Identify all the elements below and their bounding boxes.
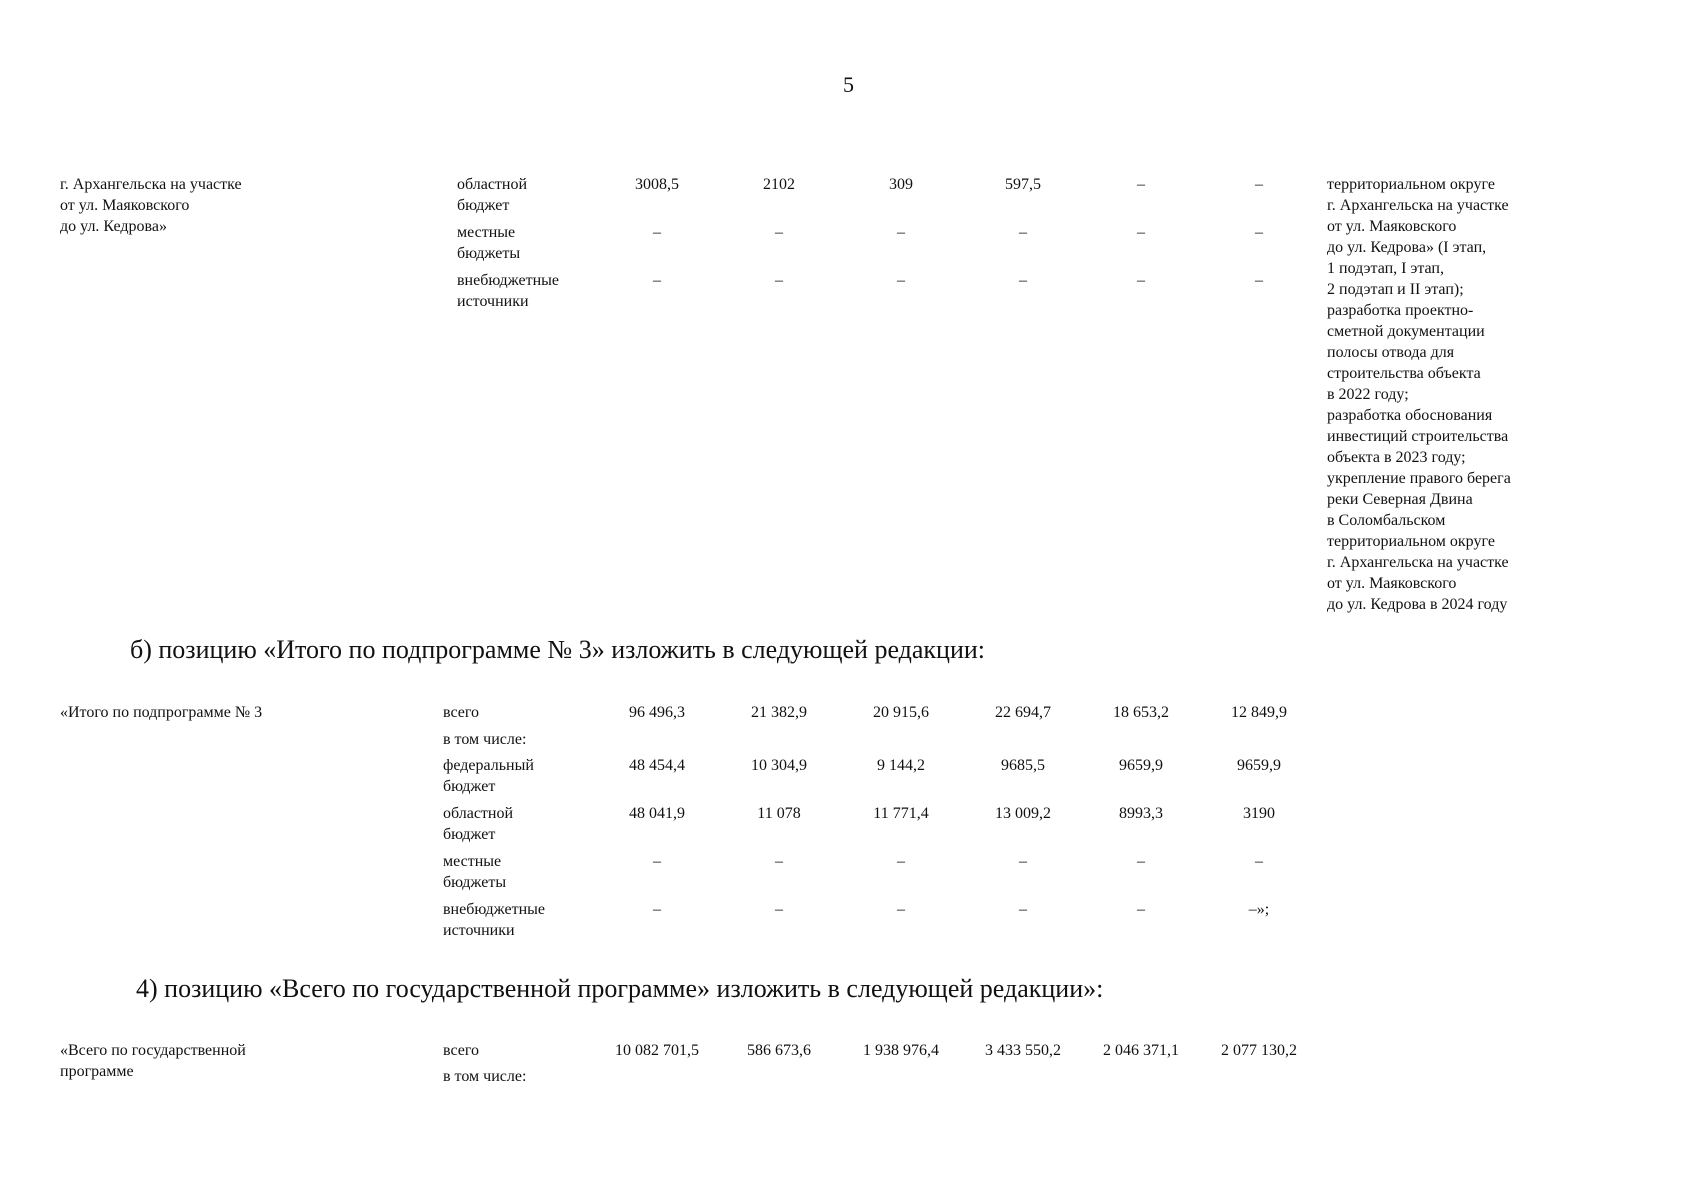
result-line: в Соломбальском xyxy=(1327,512,1446,529)
result-line: строительства объекта xyxy=(1327,365,1481,382)
value-cell: 1 938 976,4 xyxy=(863,1042,939,1059)
result-line: полосы отвода для xyxy=(1327,344,1455,361)
name-line: до ул. Кедрова» xyxy=(60,218,167,235)
source-label: бюджет xyxy=(443,826,496,843)
result-line: в 2022 году; xyxy=(1327,386,1409,403)
result-line: объекта в 2023 году; xyxy=(1327,449,1466,466)
result-line: укрепление правого берега xyxy=(1327,470,1511,487)
source-label: местные xyxy=(443,853,502,870)
heading-4: 4) позицию «Всего по государственной программе» изложить в следующей редакции»: xyxy=(136,974,1104,1003)
result-line: от ул. Маяковского xyxy=(1327,575,1457,592)
name-line: программе xyxy=(60,1063,134,1080)
value-cell: 13 009,2 xyxy=(995,805,1051,822)
value-cell: – xyxy=(1255,224,1263,241)
value-cell: – xyxy=(653,901,661,918)
value-cell: – xyxy=(775,901,783,918)
value-cell: 9685,5 xyxy=(1001,757,1045,774)
value-cell: 12 849,9 xyxy=(1231,704,1287,721)
heading-b: б) позицию «Итого по подпрограмме № 3» изложить в следующей редакции: xyxy=(130,635,986,664)
source-label: бюджет xyxy=(443,778,496,795)
result-line: г. Архангельска на участке xyxy=(1327,197,1509,214)
value-cell: – xyxy=(653,272,661,289)
result-line: 2 подэтап и II этап); xyxy=(1327,281,1464,298)
value-cell: – xyxy=(1255,176,1263,193)
value-cell: 3008,5 xyxy=(635,176,679,193)
source-label: местные xyxy=(457,224,516,241)
value-cell: – xyxy=(1137,853,1145,870)
value-cell: 20 915,6 xyxy=(873,704,929,721)
value-cell: 2 046 371,1 xyxy=(1103,1042,1179,1059)
source-label: федеральный xyxy=(443,757,534,774)
value-cell: – xyxy=(1019,224,1027,241)
value-cell: – xyxy=(775,853,783,870)
value-cell: – xyxy=(653,224,661,241)
value-cell: – xyxy=(1019,853,1027,870)
value-cell: 18 653,2 xyxy=(1113,704,1169,721)
value-cell: 2 077 130,2 xyxy=(1221,1042,1297,1059)
value-cell: 9 144,2 xyxy=(877,757,925,774)
result-line: от ул. Маяковского xyxy=(1327,218,1457,235)
source-label: внебюджетные xyxy=(457,272,559,289)
value-cell: – xyxy=(775,272,783,289)
source-label: источники xyxy=(457,293,529,310)
value-cell: 586 673,6 xyxy=(747,1042,811,1059)
source-label: бюджеты xyxy=(457,245,521,262)
value-cell: 3190 xyxy=(1243,805,1275,822)
source-label: всего xyxy=(443,1042,480,1059)
value-cell: – xyxy=(897,853,905,870)
value-cell: – xyxy=(1137,901,1145,918)
source-label: бюджеты xyxy=(443,874,507,891)
result-line: до ул. Кедрова в 2024 году xyxy=(1327,596,1508,613)
page-number: 5 xyxy=(843,72,854,97)
value-cell: 48 041,9 xyxy=(629,805,685,822)
value-cell: 10 082 701,5 xyxy=(615,1042,699,1059)
value-cell: 11 078 xyxy=(757,805,801,822)
result-line: разработка проектно- xyxy=(1327,302,1474,319)
value-cell: – xyxy=(897,272,905,289)
block2-including-label: в том числе: xyxy=(443,731,527,748)
value-cell: – xyxy=(1019,272,1027,289)
result-line: г. Архангельска на участке xyxy=(1327,554,1509,571)
source-label: всего xyxy=(443,704,480,721)
value-cell: 9659,9 xyxy=(1237,757,1281,774)
value-cell: 597,5 xyxy=(1005,176,1041,193)
value-cell: 22 694,7 xyxy=(995,704,1051,721)
value-cell: 309 xyxy=(889,176,913,193)
value-cell: 48 454,4 xyxy=(629,757,685,774)
value-cell: – xyxy=(897,901,905,918)
value-cell: – xyxy=(1255,853,1263,870)
value-cell: – xyxy=(1137,272,1145,289)
result-line: до ул. Кедрова» (I этап, xyxy=(1327,239,1487,256)
value-cell: 21 382,9 xyxy=(751,704,807,721)
value-cell: 10 304,9 xyxy=(751,757,807,774)
value-cell: 9659,9 xyxy=(1119,757,1163,774)
value-cell: 96 496,3 xyxy=(629,704,685,721)
name-line: «Всего по государственной xyxy=(60,1042,246,1059)
source-label: источники xyxy=(443,922,515,939)
source-label: областной xyxy=(443,805,514,822)
name-line: от ул. Маяковского xyxy=(60,197,190,214)
source-label: областной xyxy=(457,176,528,193)
value-cell: – xyxy=(775,224,783,241)
value-cell: –»; xyxy=(1248,901,1270,918)
source-label: бюджет xyxy=(457,197,510,214)
value-cell: 8993,3 xyxy=(1119,805,1163,822)
value-cell: – xyxy=(1137,176,1145,193)
result-line: сметной документации xyxy=(1327,323,1485,340)
value-cell: – xyxy=(1255,272,1263,289)
value-cell: 2102 xyxy=(763,176,795,193)
value-cell: – xyxy=(653,853,661,870)
value-cell: 3 433 550,2 xyxy=(985,1042,1061,1059)
result-line: 1 подэтап, I этап, xyxy=(1327,260,1444,277)
result-line: реки Северная Двина xyxy=(1327,491,1473,508)
value-cell: – xyxy=(1019,901,1027,918)
block3-including-label: в том числе: xyxy=(443,1068,527,1085)
value-cell: 11 771,4 xyxy=(873,805,929,822)
result-line: территориальном округе xyxy=(1327,176,1495,193)
name-line: г. Архангельска на участке xyxy=(60,176,242,193)
block2-name: «Итого по подпрограмме № 3 xyxy=(60,704,263,721)
result-line: разработка обоснования xyxy=(1327,407,1493,424)
result-line: инвестиций строительства xyxy=(1327,428,1509,445)
source-label: внебюджетные xyxy=(443,901,545,918)
result-line: территориальном округе xyxy=(1327,533,1495,550)
value-cell: – xyxy=(1137,224,1145,241)
value-cell: – xyxy=(897,224,905,241)
